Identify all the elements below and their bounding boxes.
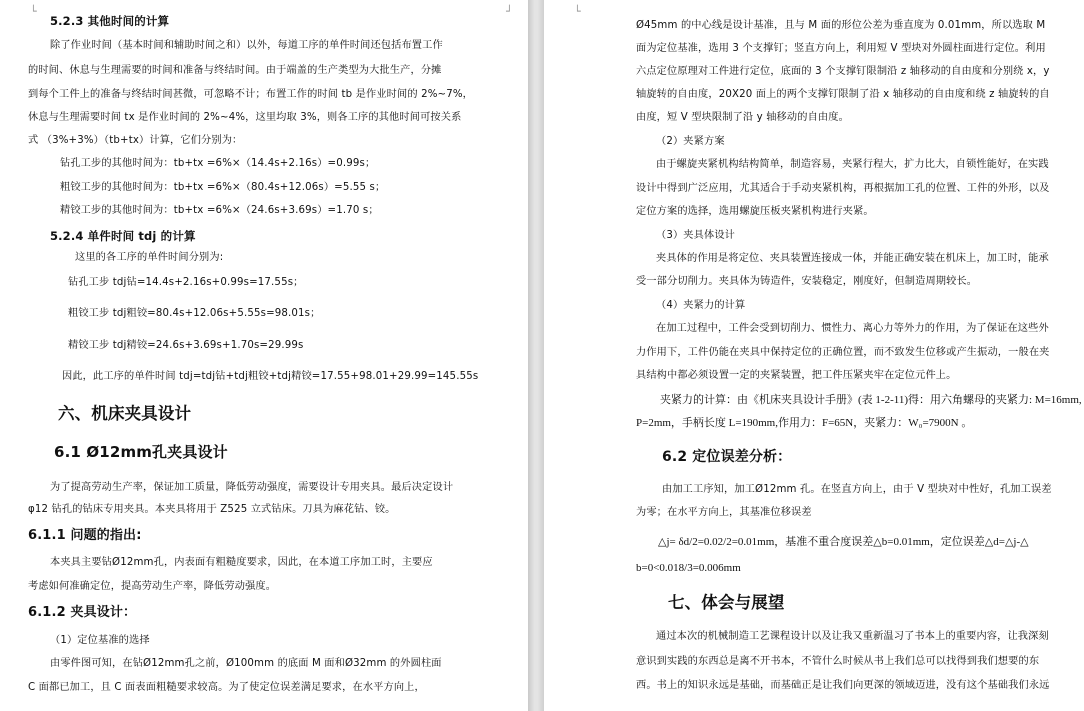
margin-marker-icon: └ <box>574 5 581 18</box>
paragraph-line: 轴旋转的自由度，20X20 面上的两个支撑钉限制了沿 x 轴移动的自由度和绕 z 轴旋转的自 <box>636 89 1050 100</box>
paragraph-line: 六点定位原理对工件进行定位，底面的 3 个支撑钉限制沿 z 轴移动的自由度和分别绕 x，y <box>636 66 1050 77</box>
subheading-fixture-body: （3）夹具体设计 <box>656 230 735 241</box>
paragraph-line: 面为定位基准，选用 3 个支撑钉；竖直方向上，利用短 V 型块对外圆柱面进行定位。利用 <box>636 43 1046 54</box>
margin-marker-icon: ┘ <box>506 5 513 18</box>
document-page-right <box>544 0 1084 711</box>
paragraph-line: φ12 钻孔的钻床专用夹具。本夹具将用于 Z525 立式钻床。刀具为麻花钻、铰。 <box>28 504 396 515</box>
paragraph-line: 通过本次的机械制造工艺课程设计以及让我又重新温习了书本上的重要内容，让我深刻 <box>656 631 1049 642</box>
paragraph-line: 具结构中都必须设置一定的夹紧装置，把工件压紧夹牢在定位元件上。 <box>636 370 957 381</box>
drill-unit-time: 钻孔工步 tdj钻=14.4s+2.16s+0.99s=17.55s； <box>68 277 304 288</box>
error-formula-line-2: b=0<0.018/3=0.006mm <box>636 562 741 574</box>
section-heading-6-1-2: 6.1.2 夹具设计： <box>28 605 137 620</box>
paragraph-line: 定位方案的选择，选用螺旋压板夹紧机构进行夹紧。 <box>636 206 874 217</box>
paragraph-line: 的时间、休息与生理需要的时间和准备与终结时间。由于端盖的生产类型为大批生产，分摊 <box>28 65 442 76</box>
paragraph-line: Ø45mm 的中心线是设计基准，且与 M 面的形位公差为垂直度为 0.01mm，所以选取 M <box>636 20 1046 31</box>
margin-marker-icon: └ <box>30 5 37 18</box>
paragraph-line: C 面都已加工，且 C 面表面粗糙要求较高。为了使定位误差满足要求，在水平方向上， <box>28 682 425 693</box>
paragraph-line: 由度，短 V 型块限制了沿 y 轴移动的自由度。 <box>636 112 849 123</box>
section-heading-6-1-1: 6.1.1 问题的指出: <box>28 528 142 543</box>
fine-ream-unit-time: 精铰工步 tdj精铰=24.6s+3.69s+1.70s=29.99s <box>68 340 304 351</box>
section-heading-5-2-4: 5.2.4 单件时间 tdj 的计算 <box>50 229 196 243</box>
paragraph-line: 由加工工序知，加工Ø12mm 孔。在竖直方向上，由于 V 型块对中性好，孔加工误差 <box>662 484 1052 495</box>
paragraph-line: 夹紧力的计算：由《机床夹具设计手册》(表 1-2-11)得：用六角螺母的夹紧力: M=16mm, <box>660 394 1082 406</box>
section-heading-5-2-3: 5.2.3 其他时间的计算 <box>50 14 170 28</box>
paragraph-line: 由零件图可知，在钻Ø12mm孔之前，Ø100mm 的底面 M 面和Ø32mm 的外圆柱面 <box>50 658 442 669</box>
section-heading-6-2: 6.2 定位误差分析： <box>662 449 792 465</box>
error-formula-line-1: △j= δd/2=0.02/2=0.01mm，基准不重合度误差△b=0.01mm，定位误差△d=△j-△ <box>658 536 1029 548</box>
document-page-left <box>0 0 528 711</box>
rough-ream-unit-time: 粗铰工步 tdj粗铰=80.4s+12.06s+5.55s=98.01s； <box>68 308 321 319</box>
paragraph-line: 式 （3%+3%）（tb+tx）计算，它们分别为： <box>28 135 243 146</box>
paragraph-line: 由于螺旋夹紧机构结构简单，制造容易，夹紧行程大，扩力比大，自锁性能好，在实践 <box>656 159 1049 170</box>
paragraph-line: 休息与生理需要时间 tx 是作业时间的 2%~4%，这里均取 3%，则各工序的其他时间可按关系 <box>28 112 462 123</box>
subheading-datum-selection: （1）定位基准的选择 <box>50 635 150 646</box>
fine-ream-other-time: 精铰工步的其他时间为：tb+tx =6%×（24.6s+3.69s）=1.70 s； <box>60 205 379 216</box>
page-gap <box>528 0 544 711</box>
paragraph-line: 为了提高劳动生产率，保证加工质量，降低劳动强度，需要设计专用夹具。最后决定设计 <box>50 482 454 493</box>
paragraph-line: 受一部分切削力。夹具体为铸造件，安装稳定，刚度好，但制造周期较长。 <box>636 276 978 287</box>
rough-ream-other-time: 粗铰工步的其他时间为：tb+tx =6%×（80.4s+12.06s）=5.55 s； <box>60 182 386 193</box>
paragraph-line: P=2mm，手柄长度 L=190mm,作用力：F=65N，夹紧力：W₀=7900N 。 <box>636 417 973 429</box>
subheading-clamping-scheme: （2）夹紧方案 <box>656 136 725 147</box>
paragraph-line: 这里的各工序的单件时间分别为: <box>75 252 224 263</box>
paragraph-line: 本夹具主要钻Ø12mm孔，内表面有粗糙度要求，因此，在本道工序加工时，主要应 <box>50 557 433 568</box>
drill-other-time: 钻孔工步的其他时间为：tb+tx =6%×（14.4s+2.16s）=0.99s； <box>60 158 376 169</box>
paragraph-line: 意识到实践的东西总是离不开书本，不管什么时候从书上我们总可以找得到我们想要的东 <box>636 656 1040 667</box>
paragraph-line: 为零；在水平方向上，其基准位移误差 <box>636 507 812 518</box>
paragraph-line: 力作用下，工件仍能在夹具中保持定位的正确位置，而不致发生位移或产生振动，一般在夹 <box>636 347 1050 358</box>
subheading-clamping-force: （4）夹紧力的计算 <box>656 300 746 311</box>
section-heading-6-1: 6.1 Ø12mm孔夹具设计 <box>54 443 228 461</box>
chapter-heading-6: 六、机床夹具设计 <box>58 404 192 423</box>
paragraph-line: 考虑如何准确定位，提高劳动生产率，降低劳动强度。 <box>28 581 277 592</box>
paragraph-line: 到每个工件上的准备与终结时间甚微，可忽略不计；布置工作的时间 tb 是作业时间的 2%~7%， <box>28 89 474 100</box>
paragraph-line: 设计中得到广泛应用，尤其适合于手动夹紧机构，再根据加工孔的位置、工件的外形，以及 <box>636 183 1050 194</box>
chapter-heading-7: 七、体会与展望 <box>668 593 785 612</box>
paragraph-line: 西。书上的知识永远是基础，而基础正是让我们向更深的领域迈进，没有这个基础我们永远 <box>636 680 1050 691</box>
paragraph-line: 除了作业时间（基本时间和辅助时间之和）以外，每道工序的单件时间还包括布置工作 <box>50 40 443 51</box>
total-unit-time: 因此，此工序的单件时间 tdj=tdj钻+tdj粗铰+tdj精铰=17.55+98.01+29.99=145.55s <box>62 371 479 382</box>
paragraph-line: 夹具体的作用是将定位、夹具装置连接成一体，并能正确安装在机床上，加工时，能承 <box>656 253 1049 264</box>
paragraph-line: 在加工过程中，工件会受到切削力、惯性力、离心力等外力的作用，为了保证在这些外 <box>656 323 1049 334</box>
